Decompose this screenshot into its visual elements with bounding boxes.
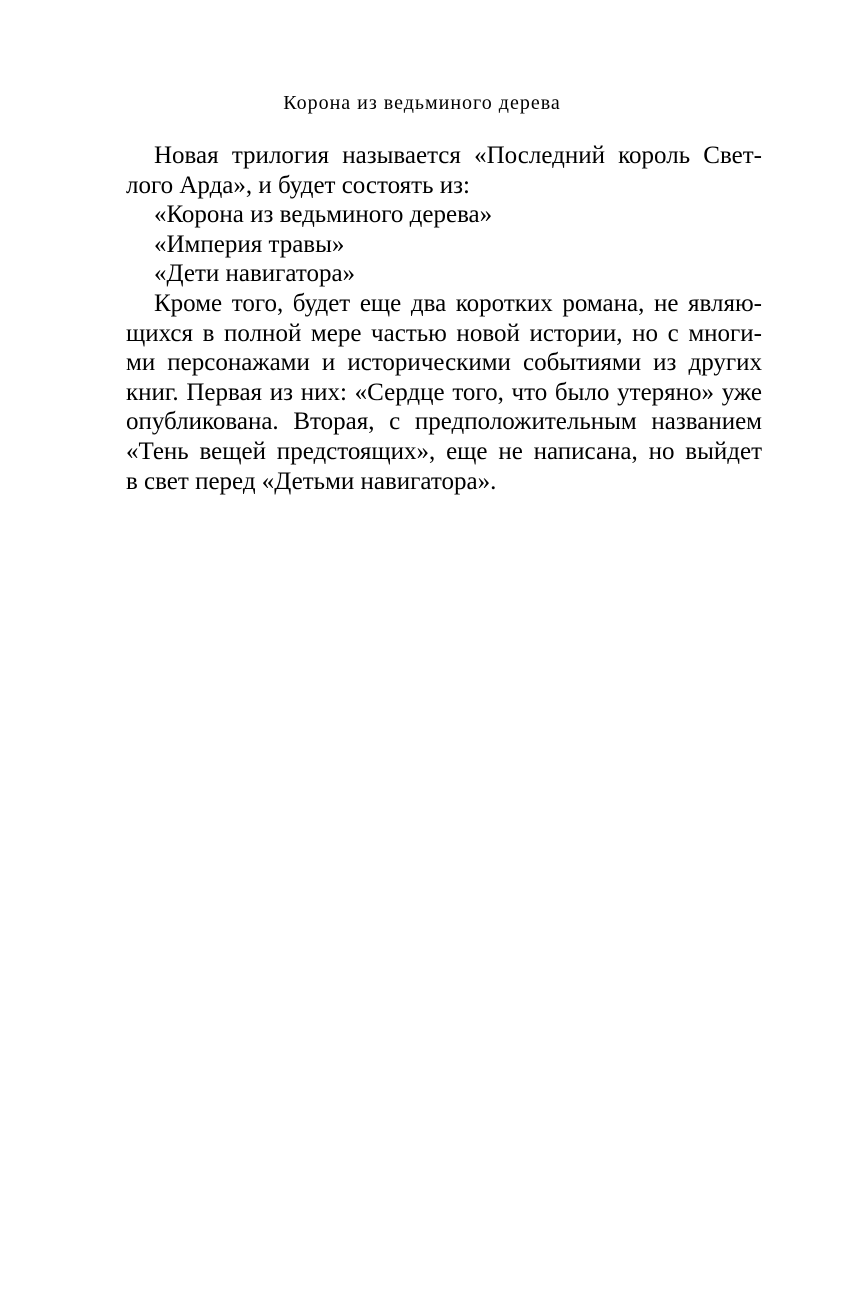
text-line: «Тень вещей предстоящих», еще не написана, но выйдет	[126, 437, 762, 465]
text-line: лого Арда», и будет состоять из:	[126, 171, 470, 199]
book-title-line: «Корона из ведьминого дерева»	[154, 201, 493, 229]
text-line: щихся в полной мере частью новой истории, но с многи-	[126, 319, 762, 347]
book-title-line: «Империя травы»	[154, 230, 345, 258]
text-line: книг. Первая из них: «Сердце того, что было утеряно» уже	[126, 378, 762, 406]
text-line: Новая трилогия называется «Последний король Свет-	[154, 142, 762, 169]
text-line: Кроме того, будет еще два коротких романа, не являю-	[154, 289, 762, 317]
text-line: ми персонажами и историческими событиями из других	[126, 349, 762, 377]
text-line: в свет перед «Детьми навигатора».	[126, 467, 497, 495]
book-title-line: «Дети навигатора»	[154, 260, 356, 288]
body-text	[126, 141, 762, 496]
text-line: опубликована. Вторая, с предположительным названием	[126, 408, 762, 436]
running-header: Корона из ведьминого дерева	[283, 92, 561, 114]
